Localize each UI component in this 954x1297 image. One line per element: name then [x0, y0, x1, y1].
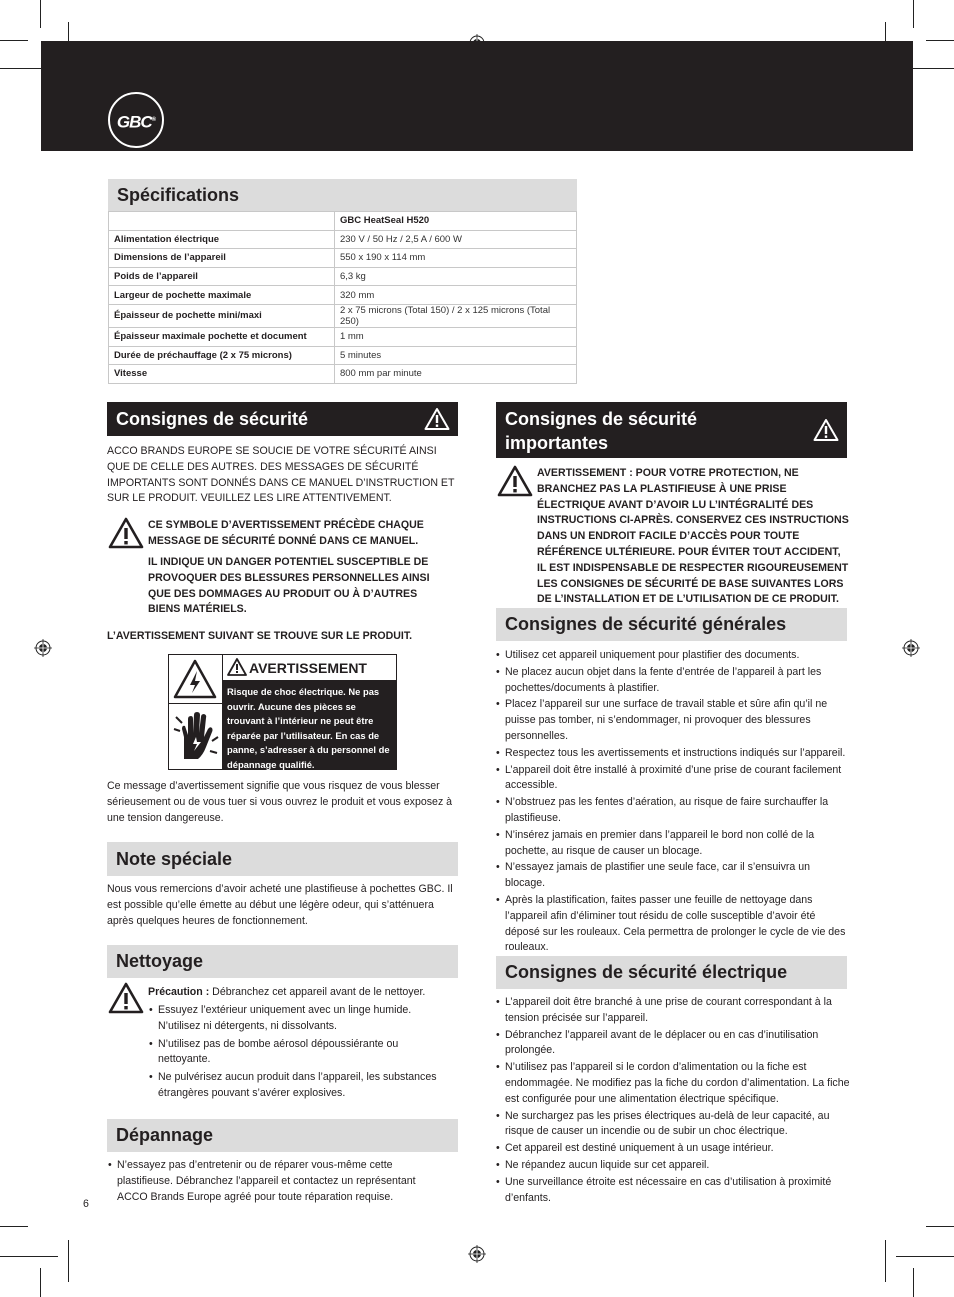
spec-label: Épaisseur de pochette mini/maxi [109, 304, 335, 327]
crop-mark [913, 1268, 914, 1297]
safety-title: Consignes de sécurité [116, 409, 309, 429]
list-item: • Ne répandez aucun liquide sur cet appareil. [496, 1158, 850, 1174]
caution-text: Débranchez cet appareil avant de le nettoyer. [209, 986, 426, 998]
symbol-text-2: IL INDIQUE UN DANGER POTENTIEL SUSCEPTIBLE DE PROVOQUER DES BLESSURES PERSONNELLES AINSI QUE DES DOMMAGES AU PRODUIT OU À D’AUTRES BIENS MATÉRIELS. [148, 556, 430, 616]
electrical-heading [496, 956, 847, 989]
gbc-logo [108, 92, 164, 148]
table-row [109, 365, 577, 384]
crop-mark [0, 1256, 58, 1257]
caution-label: Précaution : [148, 986, 210, 998]
table-row [109, 267, 577, 286]
crop-mark [40, 1268, 41, 1297]
important-heading [496, 402, 847, 458]
high-voltage-icon [173, 659, 217, 699]
warning-triangle-icon [108, 517, 144, 549]
spec-label: Vitesse [109, 365, 335, 384]
list-item: • N’essayez jamais de plastifier une seule face, car il s’ensuivra un blocage. [496, 860, 850, 892]
crop-mark [926, 1226, 954, 1227]
list-item: • N’obstruez pas les fentes d’aération, au risque de faire surchauffer la plastifieuse. [496, 795, 850, 827]
safety-heading [107, 402, 458, 436]
cleaning-list [149, 1003, 449, 1102]
symbol-text-1: CE SYMBOLE D’AVERTISSEMENT PRÉCÈDE CHAQUE MESSAGE DE SÉCURITÉ DONNÉ DANS CE MANUEL. [148, 519, 424, 547]
spec-value: 800 mm par minute [334, 365, 576, 384]
list-item: • N’utilisez pas de bombe aérosol dépoussiérante ou nettoyante. [149, 1037, 449, 1069]
product-warning-text: L’AVERTISSEMENT SUIVANT SE TROUVE SUR LE PRODUIT. [107, 630, 413, 642]
safety-intro: ACCO BRANDS EUROPE SE SOUCIE DE VOTRE SÉCURITÉ AINSI QUE DE CELLE DES AUTRES. DES MESSAGES DE SÉCURITÉ IMPORTANTS SONT DONNÉS DANS CE MANUEL D’INSTRUCTION ET SUR LE PRODUIT. VEUILLEZ LES LIRE ATTENTIVEMENT. [107, 445, 455, 505]
table-header: GBC HeatSeal H520 [334, 212, 576, 231]
note-text: Nous vous remercions d’avoir acheté une plastifieuse à pochettes GBC. Il est possible qu’elle émette au début une légère odeur, qui s’atténuera après quelques heures de fonctionnement. [107, 883, 453, 927]
table-row [109, 304, 577, 327]
spec-value: 6,3 kg [334, 267, 576, 286]
general-heading [496, 608, 847, 641]
warning-triangle-icon [108, 982, 144, 1014]
repair-title: Dépannage [116, 1125, 214, 1145]
crop-mark [885, 1240, 886, 1282]
electrical-title: Consignes de sécurité électrique [505, 962, 788, 982]
registration-mark-icon [468, 1245, 486, 1263]
crop-mark [68, 1240, 69, 1282]
electrical-list [496, 995, 850, 1206]
caution-line [148, 985, 458, 1001]
specifications-heading [108, 179, 577, 211]
warning-label [168, 654, 397, 770]
list-item: • Ne placez aucun objet dans la fente d’entrée de l’appareil à part les pochettes/documents à plastifier. [496, 665, 850, 697]
list-item: • Respectez tous les avertissements et instructions indiqués sur l’appareil. [496, 746, 850, 762]
cleaning-title: Nettoyage [116, 951, 204, 971]
crop-mark [0, 1226, 28, 1227]
crop-mark [913, 0, 914, 28]
table-row [109, 212, 577, 231]
spec-label: Alimentation électrique [109, 230, 335, 249]
warning-triangle-icon [813, 418, 839, 442]
list-item: • N’utilisez pas l’appareil si le cordon d’alimentation ou la fiche est endommagée. Ne modifiez pas la fiche du cordon d’alimentation. La fiche est configurée pour une alimentation électrique spécifique. [496, 1060, 850, 1107]
list-item: • Essuyez l’extérieur uniquement avec un linge humide. N’utilisez ni détergents, ni dissolvants. [149, 1003, 449, 1035]
list-item: • Après la plastification, faites passer une feuille de nettoyage dans l’appareil afin d’éliminer tout résidu de colle susceptible d’avoir été déposé sur les rouleaux. Cela permettra de prolonger le cycle de vie des rouleaux. [496, 893, 850, 956]
page-number: 6 [83, 1198, 89, 1210]
list-item: • Débranchez l’appareil avant de le déplacer ou en cas d’inutilisation prolongée. [496, 1028, 850, 1060]
list-item: • N’insérez jamais en premier dans l’appareil le bord non collé de la pochette, au risque de causer un blocage. [496, 828, 850, 860]
label-text-panel [223, 681, 396, 769]
list-item: • Cet appareil est destiné uniquement à un usage intérieur. [496, 1141, 850, 1157]
table-row [109, 346, 577, 365]
repair-list [108, 1158, 438, 1205]
warning-triangle-icon [424, 407, 450, 431]
logo-registered-mark: ® [151, 117, 156, 123]
warning-triangle-icon [497, 465, 533, 497]
spec-value: 320 mm [334, 286, 576, 305]
crop-mark [896, 1256, 954, 1257]
spec-label: Largeur de pochette maximale [109, 286, 335, 305]
list-item: • N’essayez pas d’entretenir ou de réparer vous-même cette plastifieuse. Débranchez l’appareil et contactez un représentant ACCO Brands Europe agréé pour toute réparation requise. [108, 1158, 438, 1205]
table-row [109, 327, 577, 346]
spec-value: 2 x 75 microns (Total 150) / 2 x 125 microns (Total 250) [334, 304, 576, 327]
general-list [496, 648, 850, 956]
spec-label: Épaisseur maximale pochette et document [109, 327, 335, 346]
list-item: • Ne surchargez pas les prises électriques au-delà de leur capacité, au risque de causer un incendie ou de subir un choc électrique. [496, 1109, 850, 1141]
logo-text: GBC [116, 112, 152, 132]
header-banner [41, 41, 913, 151]
crop-mark [926, 40, 954, 41]
list-item: • L’appareil doit être installé à proximité d’une prise de courant facilement accessible. [496, 763, 850, 795]
general-title: Consignes de sécurité générales [505, 614, 787, 634]
list-item: • Placez l’appareil sur une surface de travail stable et sûre afin qu’il ne puisse pas tomber, ni s’endommager, ni provoquer des blessures personnelles. [496, 697, 850, 744]
spec-label: Poids de l’appareil [109, 267, 335, 286]
important-title-line1: Consignes de sécurité [505, 409, 698, 429]
list-item: • Utilisez cet appareil uniquement pour plastifier des documents. [496, 648, 850, 664]
specifications-table [108, 211, 577, 384]
table-row [109, 249, 577, 268]
table-row [109, 230, 577, 249]
table-row [109, 286, 577, 305]
label-title-bar [223, 655, 396, 681]
list-item: • Une surveillance étroite est nécessaire en cas d’utilisation à proximité d’enfants. [496, 1175, 850, 1207]
spec-value: 1 mm [334, 327, 576, 346]
specifications-title: Spécifications [117, 185, 240, 205]
note-title: Note spéciale [116, 849, 233, 869]
list-item: • L’appareil doit être branché à une prise de courant correspondant à la tension précisée sur l’appareil. [496, 995, 850, 1027]
table-cell [109, 212, 335, 231]
repair-heading [107, 1119, 458, 1152]
spec-value: 550 x 190 x 114 mm [334, 249, 576, 268]
registration-mark-icon [34, 639, 52, 657]
crop-mark [0, 40, 28, 41]
cleaning-heading [107, 945, 458, 978]
warning-triangle-icon [227, 658, 247, 676]
warning-message: Ce message d’avertissement signifie que vous risquez de vous blesser sérieusement ou de vous tuer si vous ouvrez le produit et vous exposez à une tension dangereuse. [107, 780, 453, 824]
label-title: AVERTISSEMENT [249, 660, 367, 676]
note-heading [107, 842, 458, 876]
hand-shock-icon [172, 707, 220, 765]
list-item: • Ne pulvérisez aucun produit dans l’appareil, les substances étrangères pouvant s’avérer explosives. [149, 1070, 449, 1102]
divider [169, 703, 222, 704]
spec-label: Durée de préchauffage (2 x 75 microns) [109, 346, 335, 365]
important-text: AVERTISSEMENT : POUR VOTRE PROTECTION, NE BRANCHEZ PAS LA PLASTIFIEUSE À UNE PRISE ÉLECTRIQUE AVANT D’AVOIR LU L’INTÉGRALITÉ DES INSTRUCTIONS CI-APRÈS. CONSERVEZ CES INSTRUCTIONS DANS UN ENDROIT FACILE D’ACCÈS POUR TOUTE RÉFÉRENCE ULTÉRIEURE. POUR ÉVITER TOUT ACCIDENT, IL EST INDISPENSABLE DE RESPECTER RIGOUREUSEMENT LES CONSIGNES DE SÉCURITÉ DE BASE SUIVANTES LORS DE L’INSTALLATION ET DE L’UTILISATION DE CE PRODUIT. [537, 467, 849, 606]
spec-label: Dimensions de l’appareil [109, 249, 335, 268]
crop-mark [40, 0, 41, 28]
registration-mark-icon [902, 639, 920, 657]
label-text: Risque de choc électrique. Ne pas ouvrir. Aucune des pièces se trouvant à l’intérieur ne peut être réparée par l’utilisateur. En cas de panne, s’adresser à du personnel de dépannage qualifié. [227, 686, 390, 770]
shock-panel [169, 655, 223, 769]
important-title-line2: importantes [505, 433, 609, 453]
spec-value: 5 minutes [334, 346, 576, 365]
spec-value: 230 V / 50 Hz / 2,5 A / 600 W [334, 230, 576, 249]
